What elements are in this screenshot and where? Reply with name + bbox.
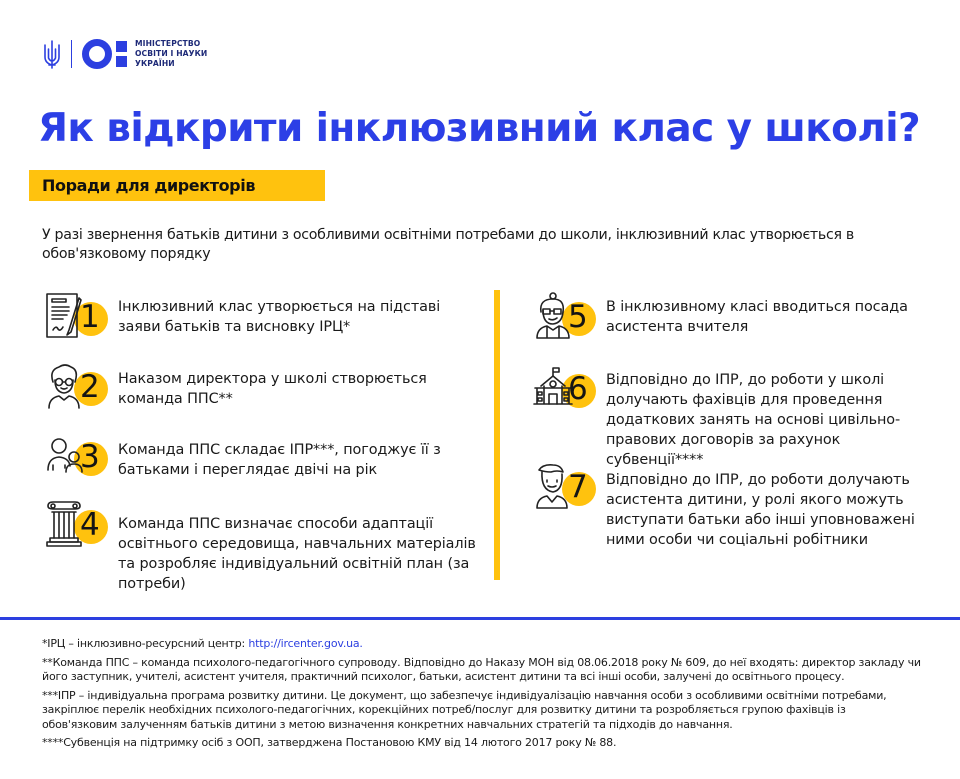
step-text: Відповідно до ІПР, до роботи у школі долучають фахівців для проведення додаткових занять на основі цивільно-правових договорів за рахунок субвенції**** — [606, 372, 901, 468]
subtitle: Поради для директорів — [42, 176, 256, 195]
director-woman-icon — [45, 362, 85, 410]
page-title: Як відкрити інклюзивний клас у школі? — [38, 106, 921, 151]
footnote-ircenter: *ІРЦ – інклюзивно-ресурсний центр: http://ircenter.gov.ua. — [42, 637, 363, 650]
trident-emblem-icon — [42, 39, 62, 69]
step-text: Інклюзивний клас утворюється на підставі заяви батьків та висновку ІРЦ* — [118, 299, 441, 335]
step-number: 2 — [80, 369, 100, 405]
step-number: 7 — [568, 469, 588, 505]
footnotes — [42, 637, 922, 755]
step-text: Наказом директора у школі створюється команда ППС** — [118, 371, 427, 407]
school-building-icon — [533, 364, 573, 412]
step-3 — [42, 430, 462, 482]
step-2 — [42, 360, 462, 412]
step-text: Команда ППС складає ІПР***, погоджує її з батьками і переглядає двічі на рік — [118, 442, 441, 478]
child-assistant-icon — [533, 462, 573, 510]
footer-divider — [0, 617, 960, 620]
step-5 — [530, 290, 930, 342]
document-signature-icon — [45, 292, 85, 340]
step-text: В інклюзивному класі вводиться посада асистента вчителя — [606, 299, 908, 335]
step-number: 6 — [568, 371, 588, 407]
step-number: 4 — [80, 507, 100, 543]
step-number: 3 — [80, 439, 100, 475]
ministry-name: МІНІСТЕРСТВО ОСВІТИ І НАУКИ УКРАЇНИ — [135, 39, 208, 68]
ircenter-link[interactable]: http://ircenter.gov.ua. — [248, 637, 363, 650]
footnote-pps-team: **Команда ППС – команда психолого-педагогічного супроводу. Відповідно до Наказу МОН від 08.06.2018 року № 609, до неї входять: директор закладу чи його заступник, учителі, асистент учителя, практичний психолог, батьки, асистент дитини та всі інші особи, залучені до освітнього процесу. — [42, 655, 921, 683]
step-7 — [530, 460, 930, 550]
column-divider — [494, 290, 500, 580]
parent-child-icon — [45, 432, 85, 480]
column-pillar-icon — [45, 500, 85, 548]
step-6 — [530, 362, 930, 470]
mon-logo-mark — [82, 39, 127, 69]
footnote-subvention: ****Субвенція на підтримку осіб з ООП, затверджена Постановою КМУ від 14 лютого 2017 року № 88. — [42, 736, 617, 749]
step-number: 1 — [80, 299, 100, 335]
ministry-logo — [42, 38, 207, 70]
teacher-assistant-icon — [533, 292, 573, 340]
logo-separator — [71, 40, 72, 68]
logo-squares-icon — [116, 41, 127, 67]
step-text: Команда ППС визначає способи адаптації освітнього середовища, навчальних матеріалів та розробляє індивідуальний освітній план (за потреби) — [118, 516, 476, 592]
step-1 — [42, 290, 462, 342]
step-4 — [42, 498, 482, 594]
step-text: Відповідно до ІПР, до роботи долучають асистента дитини, у ролі якого можуть виступати батьки або інші уповноважені ними особи чи соціальні робітники — [606, 472, 915, 548]
step-number: 5 — [568, 299, 588, 335]
logo-ring-icon — [82, 39, 112, 69]
intro-text: У разі звернення батьків дитини з особливими освітніми потребами до школи, інклюзивний клас утворюється в обов'язковому порядку — [42, 227, 854, 262]
footnote-ipr: ***ІПР – індивідуальна програма розвитку дитини. Це документ, що забезпечує індивідуалізацію навчання особи з особливими освітніми потребами, закріплює перелік необхідних психолого-педагогічних, корекційних потреб/послуг для розвитку дитини та розробляється групою фахівців із обов'язковим залученням батьків дитини з метою визначення конкретних навчальних стратегій та підходів до навчання. — [42, 688, 887, 731]
